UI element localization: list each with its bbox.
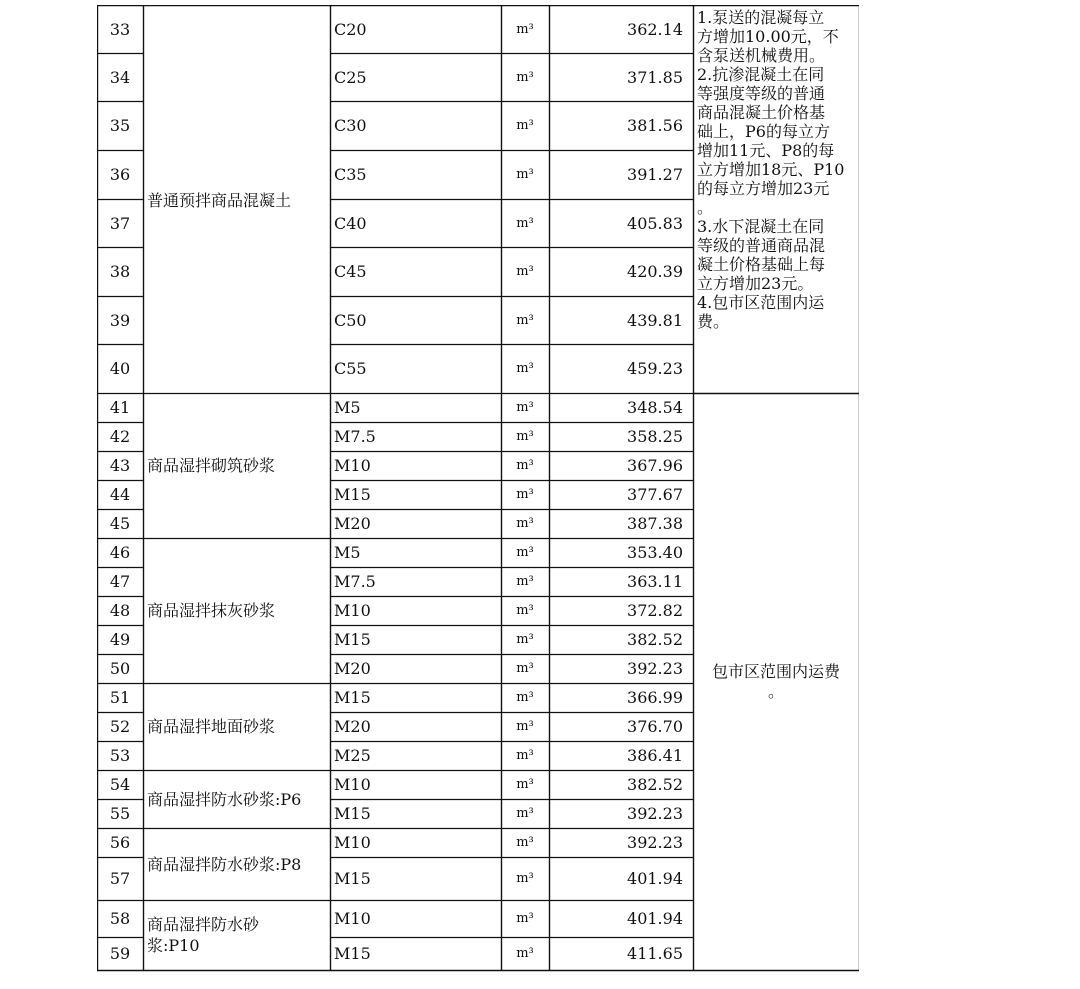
row-number: 40	[109, 359, 131, 378]
category-name: 普通预拌商品混凝土	[147, 191, 292, 210]
unit-cell: m³	[516, 777, 534, 792]
unit-cell: m³	[516, 545, 534, 560]
row-number: 48	[109, 601, 131, 620]
price-cell: 372.82	[627, 601, 683, 620]
price-cell: 367.96	[627, 456, 683, 475]
grade-cell: M15	[334, 485, 371, 504]
unit-cell: m³	[516, 361, 534, 376]
row-number: 42	[109, 427, 131, 446]
category-name: 商品湿拌抹灰砂浆	[147, 601, 276, 620]
row-number: 34	[109, 67, 131, 87]
unit-cell: m³	[516, 603, 534, 618]
price-cell: 391.27	[627, 165, 683, 184]
row-number: 53	[109, 746, 131, 765]
grade-cell: M5	[334, 543, 361, 562]
concrete-note: 1.泵送的混凝每立 方增加10.00元，不 含泵送机械费用。 2.抗渗混凝土在同 等强度等级的普通 商品混凝土价格基 础上，P6的每立方 增加11元、P8的每 立方增加18元、P10 的每立方增加23元 。 3.水下混凝土在同 等级的普通商品混 凝土价格基础上每 立方增加23元。 4.包市区范围内运 费。	[697, 8, 845, 331]
unit-cell: m³	[516, 661, 534, 676]
grade-cell: M25	[334, 746, 371, 765]
row-number: 52	[109, 717, 131, 736]
row-number: 58	[109, 909, 131, 928]
row-number: 37	[109, 213, 131, 233]
row-number: 49	[109, 630, 131, 649]
row-number: 46	[109, 543, 131, 562]
unit-cell: m³	[516, 806, 534, 821]
grade-cell: M10	[334, 601, 371, 620]
row-number: 38	[109, 262, 131, 281]
price-cell: 392.23	[627, 659, 683, 678]
unit-cell: m³	[516, 458, 534, 473]
grade-cell: M7.5	[334, 572, 376, 591]
row-number: 57	[109, 869, 131, 888]
price-cell: 420.39	[627, 262, 683, 281]
unit-cell: m³	[516, 21, 534, 37]
price-cell: 439.81	[627, 310, 683, 330]
unit-cell: m³	[516, 748, 534, 763]
row-number: 35	[109, 116, 131, 135]
row-number: 55	[109, 804, 131, 823]
price-cell: 392.23	[627, 804, 683, 823]
grade-cell: M5	[334, 398, 361, 417]
price-cell: 401.94	[627, 909, 683, 928]
price-cell: 411.65	[627, 944, 683, 963]
row-number: 47	[109, 572, 131, 591]
row-number: 50	[109, 659, 131, 678]
row-number: 33	[109, 19, 131, 39]
price-cell: 381.56	[627, 116, 683, 135]
price-cell: 363.11	[627, 572, 683, 591]
grade-cell: C25	[334, 67, 367, 87]
grade-cell: M20	[334, 717, 371, 736]
unit-cell: m³	[516, 690, 534, 705]
unit-cell: m³	[516, 946, 534, 961]
price-cell: 382.52	[627, 630, 683, 649]
grade-cell: C40	[334, 213, 367, 233]
grade-cell: M10	[334, 833, 371, 852]
unit-cell: m³	[516, 264, 534, 279]
grade-cell: M15	[334, 804, 371, 823]
unit-cell: m³	[516, 118, 534, 133]
price-table	[97, 5, 859, 987]
grade-cell: M10	[334, 909, 371, 928]
grade-cell: M15	[334, 869, 371, 888]
row-number: 39	[109, 310, 131, 330]
grade-cell: M20	[334, 659, 371, 678]
grade-cell: M15	[334, 688, 371, 707]
mortar-note-text: 包市区范围内运费 。	[711, 661, 840, 701]
grade-cell: C20	[334, 19, 367, 39]
grade-cell: C45	[334, 262, 367, 281]
unit-cell: m³	[516, 312, 534, 328]
row-number: 54	[109, 775, 131, 794]
unit-cell: m³	[516, 167, 534, 182]
price-cell: 348.54	[627, 398, 683, 417]
unit-cell: m³	[516, 69, 534, 85]
unit-cell: m³	[516, 911, 534, 926]
unit-cell: m³	[516, 487, 534, 502]
grade-cell: C55	[334, 359, 367, 378]
unit-cell: m³	[516, 516, 534, 531]
price-cell: 377.67	[627, 485, 683, 504]
row-number: 36	[109, 165, 131, 184]
grade-cell: M7.5	[334, 427, 376, 446]
price-cell: 401.94	[627, 869, 683, 888]
grade-cell: M20	[334, 514, 371, 533]
row-number: 43	[109, 456, 131, 475]
grade-cell: M15	[334, 944, 371, 963]
unit-cell: m³	[516, 215, 534, 231]
row-number: 56	[109, 833, 131, 852]
price-cell: 387.38	[627, 514, 683, 533]
price-cell: 405.83	[627, 213, 683, 233]
category-name: 商品湿拌防水砂 浆:P10	[147, 915, 260, 955]
unit-cell: m³	[516, 835, 534, 850]
category-name: 商品湿拌地面砂浆	[147, 717, 276, 736]
price-cell: 376.70	[627, 717, 683, 736]
unit-cell: m³	[516, 429, 534, 444]
grade-cell: M10	[334, 456, 371, 475]
row-number: 41	[109, 398, 131, 417]
price-cell: 382.52	[627, 775, 683, 794]
row-number: 45	[109, 514, 131, 533]
row-number: 51	[109, 688, 131, 707]
unit-cell: m³	[516, 574, 534, 589]
price-cell: 358.25	[627, 427, 683, 446]
category-name: 商品湿拌防水砂浆:P8	[147, 854, 302, 874]
unit-cell: m³	[516, 400, 534, 415]
price-cell: 392.23	[627, 833, 683, 852]
mortar-note	[693, 393, 859, 970]
price-cell: 362.14	[627, 19, 683, 39]
category-name: 商品湿拌防水砂浆:P6	[147, 789, 302, 809]
price-cell: 386.41	[627, 746, 683, 765]
grade-cell: C35	[334, 165, 367, 184]
price-cell: 459.23	[627, 359, 683, 378]
grade-cell: M15	[334, 630, 371, 649]
unit-cell: m³	[516, 719, 534, 734]
unit-cell: m³	[516, 871, 534, 886]
row-number: 44	[109, 485, 131, 504]
grade-cell: M10	[334, 775, 371, 794]
price-cell: 353.40	[627, 543, 683, 562]
grade-cell: C30	[334, 116, 367, 135]
grade-cell: C50	[334, 310, 367, 330]
row-number: 59	[109, 944, 131, 963]
price-cell: 371.85	[627, 67, 683, 87]
price-cell: 366.99	[627, 688, 683, 707]
category-name: 商品湿拌砌筑砂浆	[147, 456, 276, 475]
unit-cell: m³	[516, 632, 534, 647]
